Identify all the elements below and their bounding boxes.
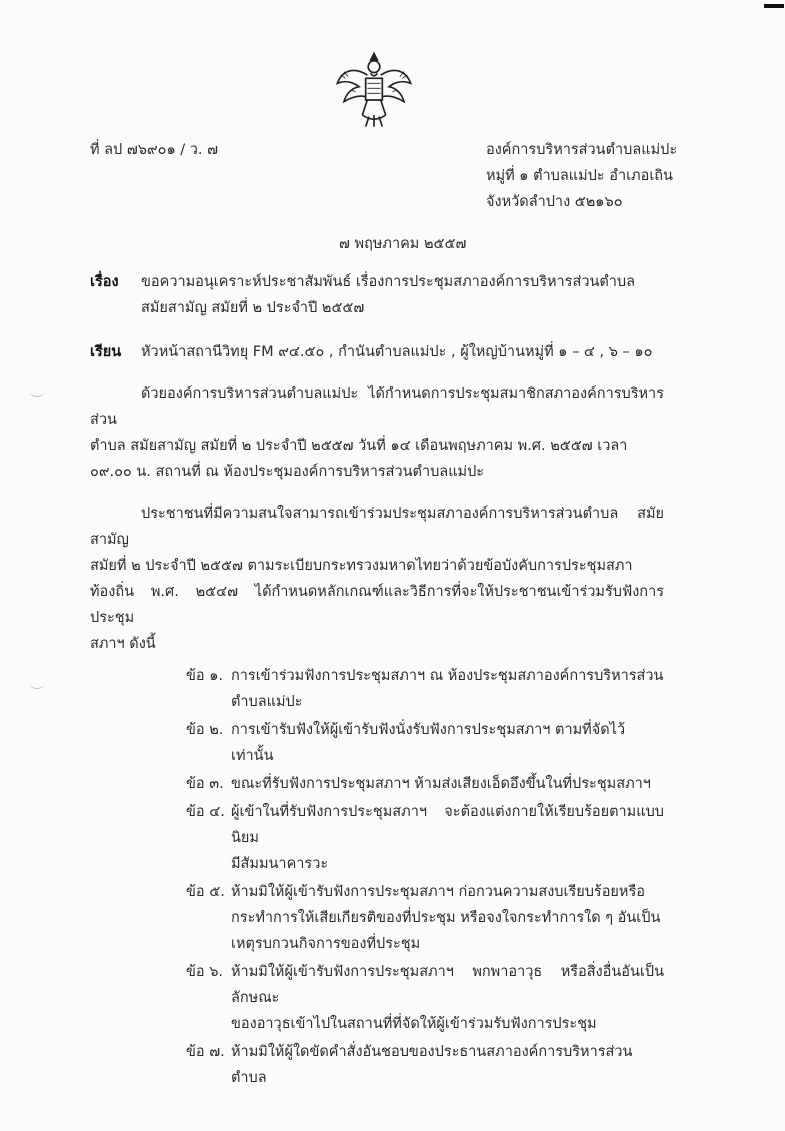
list-item	[186, 663, 664, 715]
addressee-text: หัวหน้าสถานีวิทยุ FM ๙๔.๕๐ , กำนันตำบลแม่ปะ , ผู้ใหญ่บ้านหมู่ที่ ๑ – ๔ , ๖ – ๑๐	[141, 344, 653, 360]
subject-block	[90, 269, 664, 321]
item-line: กระทำการให้เสียเกียรติของที่ประชุม หรือจงใจกระทำการใด ๆ อันเป็น	[231, 910, 661, 926]
sender-address-line: หมู่ที่ ๑ ตำบลแม่ปะ อำเภอเถิน	[486, 168, 673, 184]
reference-number: ที่ ลป ๗๖๙๐๑ / ว. ๗	[90, 142, 219, 158]
addressee-block	[90, 339, 664, 365]
item-label: ข้อ ๔.	[186, 804, 225, 820]
paragraph-line: สภาฯ ดังนี้	[90, 636, 156, 652]
subject-line: สมัยสามัญ สมัยที่ ๒ ประจำปี ๒๕๕๗	[141, 300, 365, 316]
document-date: ๗ พฤษภาคม ๒๕๕๗	[339, 236, 467, 252]
scan-mark	[764, 4, 784, 8]
paragraph-line: ๐๙.๐๐ น. สถานที่ ณ ห้องประชุมองค์การบริหารส่วนตำบลแม่ปะ	[90, 464, 485, 480]
item-label: ข้อ ๒.	[186, 722, 224, 738]
subject-label: เรื่อง	[90, 274, 119, 290]
item-line: การเข้ารับฟังให้ผู้เข้ารับฟังนั่งรับฟังการประชุมสภาฯ ตามที่จัดไว้เท่านั้น	[231, 722, 626, 764]
item-line: ห้ามมิให้ผู้ใดขัดคำสั่งอันชอบของประธานสภาองค์การบริหารส่วนตำบล	[231, 1044, 633, 1086]
list-item	[186, 879, 664, 957]
rules-list	[90, 663, 664, 1091]
item-label: ข้อ ๖.	[186, 964, 224, 980]
paragraph-2	[90, 501, 664, 657]
item-label: ข้อ ๑.	[186, 668, 224, 684]
list-item	[186, 959, 664, 1037]
item-line: ห้ามมิให้ผู้เข้ารับฟังการประชุมสภาฯ พกพาอาวุธ หรือสิ่งอื่นอันเป็นลักษณะ	[231, 964, 664, 1006]
paragraph-line: ตำบล สมัยสามัญ สมัยที่ ๒ ประจำปี ๒๕๕๗ วันที่ ๑๔ เดือนพฤษภาคม พ.ศ. ๒๕๕๗ เวลา	[90, 438, 628, 454]
item-line: ห้ามมิให้ผู้เข้ารับฟังการประชุมสภาฯ ก่อกวนความสงบเรียบร้อยหรือ	[231, 884, 645, 900]
subject-line: ขอความอนุเคราะห์ประชาสัมพันธ์ เรื่องการประชุมสภาองค์การบริหารส่วนตำบล	[141, 274, 636, 290]
letter-header	[90, 137, 678, 215]
item-line: เหตุรบกวนกิจการของที่ประชุม	[231, 936, 421, 952]
sender-address-line: องค์การบริหารส่วนตำบลแม่ปะ	[486, 142, 678, 158]
item-label: ข้อ ๓.	[186, 776, 224, 792]
item-label: ข้อ ๕.	[186, 884, 225, 900]
paragraph-line: ด้วยองค์การบริหารส่วนตำบลแม่ปะ ได้กำหนดการประชุมสมาชิกสภาองค์การบริหารส่วน	[90, 386, 664, 428]
item-label: ข้อ ๗.	[186, 1044, 225, 1060]
item-line: ตำบลแม่ปะ	[231, 694, 303, 710]
addressee-label: เรียน	[90, 344, 122, 360]
item-line: ของอาวุธเข้าไปในสถานที่ที่จัดให้ผู้เข้าร่วมรับฟังการประชุม	[231, 1016, 597, 1032]
item-line: ผู้เข้าในที่รับฟังการประชุมสภาฯ จะต้องแต่งกายให้เรียบร้อยตามแบบนิยม	[231, 804, 664, 846]
item-line: ขณะที่รับฟังการประชุมสภาฯ ห้ามส่งเสียงเอ็ดอึงขึ้นในที่ประชุมสภาฯ	[231, 776, 651, 792]
sender-address-line: จังหวัดลำปาง ๕๒๑๖๐	[486, 194, 623, 210]
list-item	[186, 717, 664, 769]
paragraph-line: ประชาชนที่มีความสนใจสามารถเข้าร่วมประชุมสภาองค์การบริหารส่วนตำบล สมัยสามัญ	[90, 506, 664, 548]
paragraph-1	[90, 381, 664, 485]
paragraph-line: สมัยที่ ๒ ประจำปี ๒๕๕๗ ตามระเบียบกระทรวงมหาดไทยว่าด้วยข้อบังคับการประชุมสภา	[90, 558, 633, 574]
paragraph-line: ท้องถิ่น พ.ศ. ๒๕๔๗ ได้กำหนดหลักเกณฑ์และวิธีการที่จะให้ประชาชนเข้าร่วมรับฟังการประชุม	[90, 584, 664, 626]
list-item	[186, 1039, 664, 1091]
list-item	[186, 771, 664, 797]
item-line: การเข้าร่วมฟังการประชุมสภาฯ ณ ห้องประชุมสภาองค์การบริหารส่วน	[231, 668, 664, 684]
list-item	[186, 799, 664, 877]
sender-address	[486, 137, 678, 215]
item-line: มีสัมมนาคารวะ	[231, 856, 329, 872]
